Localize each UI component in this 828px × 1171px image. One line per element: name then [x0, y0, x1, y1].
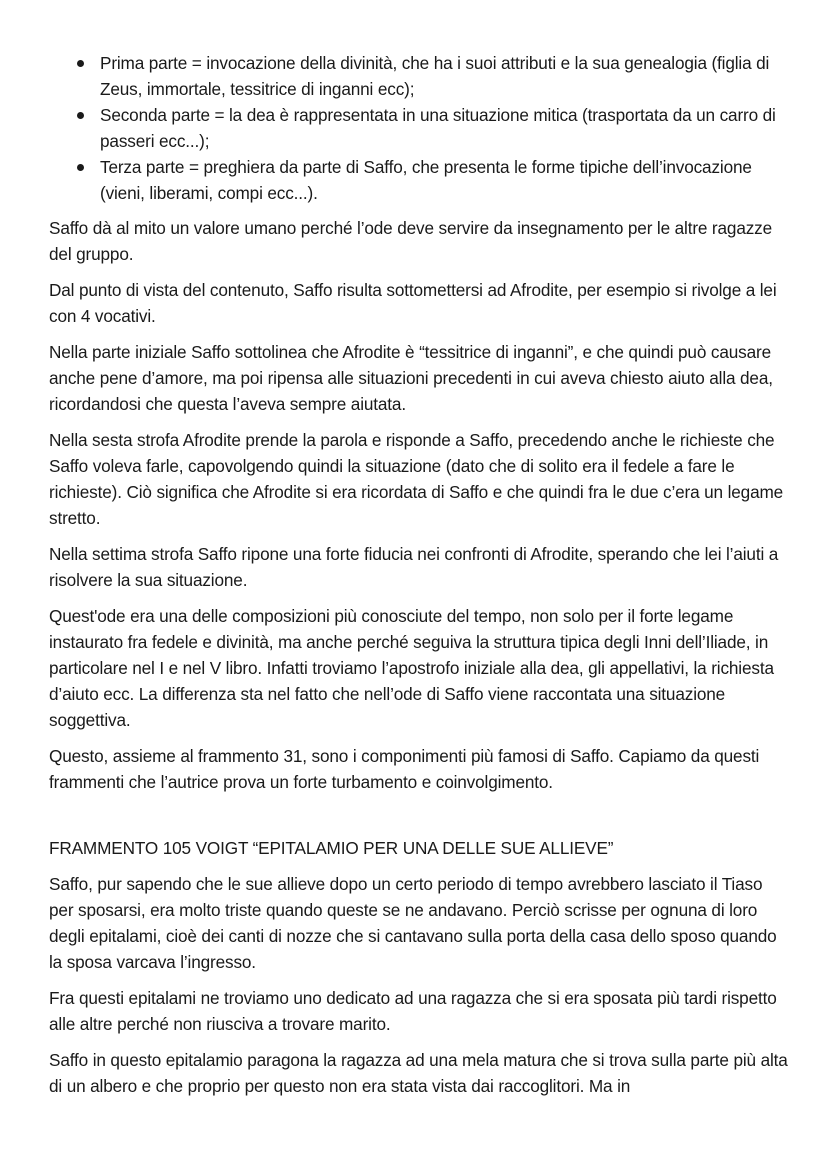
bullet-text: Terza parte = preghiera da parte di Saffo, che presenta le forme tipiche dell’invocazione (vieni, liberami, compi ecc...). — [100, 157, 752, 203]
paragraph: Saffo in questo epitalamio paragona la ragazza ad una mela matura che si trova sulla parte più alta di un albero e che proprio per questo non era stata vista dai raccoglitori. Ma in — [49, 1050, 788, 1096]
paragraph: Nella parte iniziale Saffo sottolinea che Afrodite è “tessitrice di inganni”, e che quindi può causare anche pene d’amore, ma poi ripensa alle situazioni precedenti in cui aveva chiesto aiuto alla dea, ricordandosi che questa l’aveva sempre aiutata. — [49, 342, 773, 414]
paragraph: Fra questi epitalami ne troviamo uno dedicato ad una ragazza che si era sposata più tardi rispetto alle altre perché non riusciva a trovare marito. — [49, 988, 777, 1034]
bullet-text: Seconda parte = la dea è rappresentata in una situazione mitica (trasportata da un carro di passeri ecc...); — [100, 105, 776, 151]
paragraph: Nella settima strofa Saffo ripone una forte fiducia nei confronti di Afrodite, sperando che lei l’aiuti a risolvere la sua situazione. — [49, 544, 779, 590]
paragraph: Saffo, pur sapendo che le sue allieve dopo un certo periodo di tempo avrebbero lasciato il Tiaso per sposarsi, era molto triste quando queste se ne andavano. Perciò scrisse per ognuna di loro degli epitalami, cioè dei canti di nozze che si cantavano sulla porta della casa dello sposo quando la sposa varcava l’ingresso. — [49, 874, 777, 972]
document-page — [49, 50, 789, 1109]
paragraph: Dal punto di vista del contenuto, Saffo risulta sottomettersi ad Afrodite, per esempio si rivolge a lei con 4 vocativi. — [49, 280, 777, 326]
bullet-dot-icon — [77, 164, 84, 171]
bullet-dot-icon — [77, 60, 84, 67]
section-heading: FRAMMENTO 105 VOIGT “EPITALAMIO PER UNA DELLE SUE ALLIEVE” — [49, 838, 614, 858]
section-spacer — [49, 805, 789, 835]
bullet-item — [49, 102, 789, 154]
paragraph: Quest'ode era una delle composizioni più conosciute del tempo, non solo per il forte legame instaurato fra fedele e divinità, ma anche perché seguiva la struttura tipica degli Inni dell’Iliade, in particolare nel I e nel V libro. Infatti troviamo l’apostrofo iniziale alla dea, gli appellativi, la richiesta d’aiuto ecc. La differenza sta nel fatto che nell’ode di Saffo viene raccontata una situazione soggettiva. — [49, 606, 774, 730]
bullet-item — [49, 50, 789, 102]
bullet-item — [49, 154, 789, 206]
structure-bullet-list — [49, 50, 789, 206]
paragraph: Nella sesta strofa Afrodite prende la parola e risponde a Saffo, precedendo anche le richieste che Saffo voleva farle, capovolgendo quindi la situazione (dato che di solito era il fedele a fare le richieste). Ciò significa che Afrodite si era ricordata di Saffo e che quindi fra le due c’era un legame stretto. — [49, 430, 784, 528]
bullet-text: Prima parte = invocazione della divinità, che ha i suoi attributi e la sua genealogia (figlia di Zeus, immortale, tessitrice di inganni ecc); — [100, 53, 770, 99]
paragraph: Saffo dà al mito un valore umano perché l’ode deve servire da insegnamento per le altre ragazze del gruppo. — [49, 218, 773, 264]
paragraph: Questo, assieme al frammento 31, sono i componimenti più famosi di Saffo. Capiamo da questi frammenti che l’autrice prova un forte turbamento e coinvolgimento. — [49, 746, 760, 792]
bullet-dot-icon — [77, 112, 84, 119]
